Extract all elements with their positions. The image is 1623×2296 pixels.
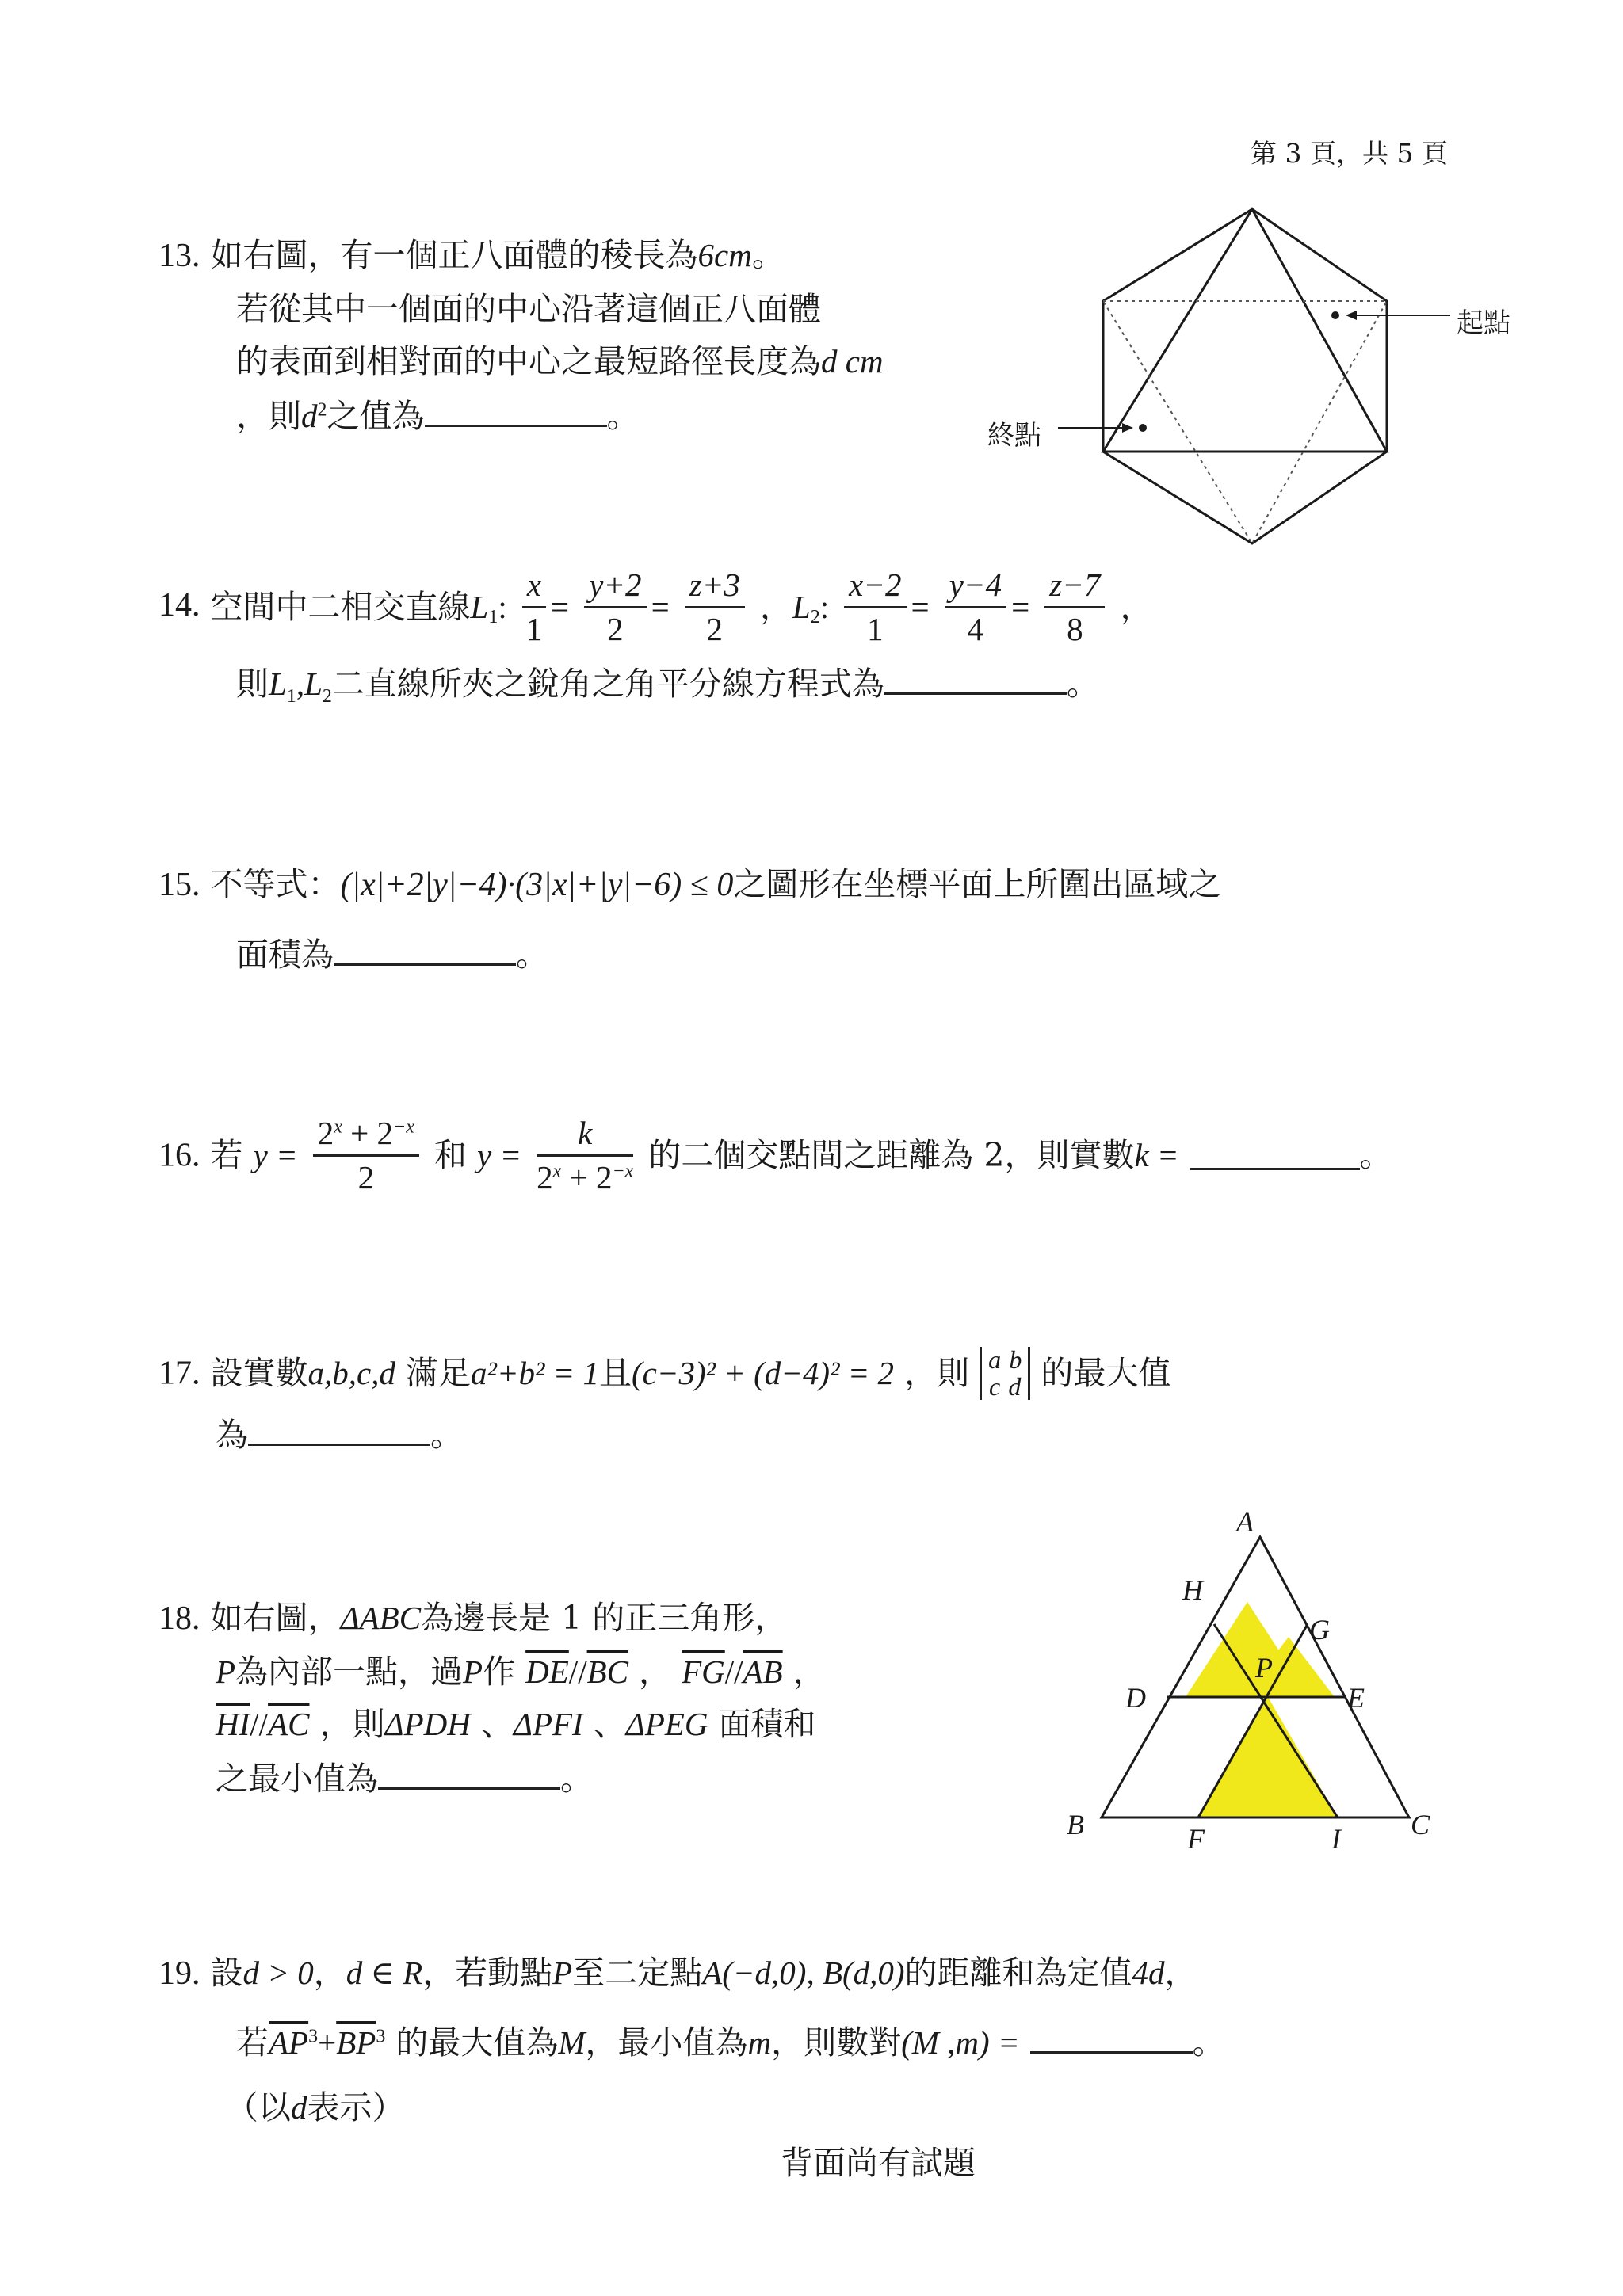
q14-frac-gx-den: 1 (867, 611, 884, 647)
q18-BC: $\overline{BC}$ (586, 1653, 628, 1690)
q14-colon1: : (498, 589, 507, 625)
q13-text4b: 之值為 (327, 397, 425, 435)
q14-frac-x-num: x (522, 569, 546, 608)
q19-end2: 。 (1192, 2023, 1225, 2061)
q19-pair: (M ,m) = (901, 2024, 1020, 2061)
q16-number: 16. (158, 1137, 200, 1174)
q18-number: 18. (158, 1600, 200, 1637)
q14-answer-blank[interactable] (884, 666, 1067, 695)
q14-end-comma: ， (1120, 588, 1153, 626)
q16-frac2-den (537, 1157, 633, 1194)
q16-frac1 (313, 1117, 419, 1194)
q14-line2-L2: L (304, 666, 323, 702)
q14-eq2: = (651, 589, 670, 625)
q18-line1 (158, 1599, 788, 1637)
q14-text-a: 空間中二相交直線 (210, 588, 471, 626)
label-I: I (1331, 1823, 1341, 1855)
q18-HI: $\overline{HI}$ (216, 1706, 250, 1742)
q19-text1d: 的距離和為定值 (904, 1954, 1132, 1992)
q13-line1 (158, 236, 785, 274)
q19-comma: ， (313, 1954, 346, 1992)
q19-c2: d ∈ R (346, 1955, 423, 1991)
q14-line2-L1-sub: 1 (286, 686, 296, 707)
label-H: H (1182, 1574, 1203, 1606)
label-D: D (1125, 1682, 1146, 1714)
q16-f1-exp-b: −x (393, 1116, 414, 1138)
q19-ruo: 若 (236, 2023, 269, 2061)
q19-answer-blank[interactable] (1030, 2024, 1193, 2054)
q14-frac-z-num: z+3 (685, 569, 745, 608)
q19-AP: $\overline{AP}$ (269, 2024, 309, 2061)
q17-vars: a,b,c,d (307, 1355, 395, 1392)
q13-line4 (236, 398, 640, 433)
q18-t3: ΔPEG (625, 1706, 708, 1742)
q16-frac2 (537, 1117, 633, 1194)
q18-par2: // (724, 1653, 743, 1690)
q16-frac1-den: 2 (357, 1159, 375, 1196)
q18-comma2: ， (792, 1653, 826, 1691)
q17-number: 17. (158, 1355, 200, 1392)
q18-text3b: 面積和 (718, 1705, 816, 1743)
label-start-point: 起點 (1457, 307, 1510, 339)
q14-eq4: = (1011, 589, 1030, 625)
q18-DE: $\overline{DE}$ (525, 1653, 569, 1690)
q18-text3a: ，則 (319, 1705, 385, 1743)
q19-text3b: 表示） (307, 2088, 405, 2126)
q16-f1-base-a: 2 (317, 1115, 334, 1151)
label-A: A (1236, 1506, 1254, 1538)
q18-line2 (216, 1653, 826, 1691)
q14-L1-sub: 1 (488, 607, 498, 628)
q14-frac-gy (945, 566, 1006, 647)
q18-comma1: ， (639, 1653, 672, 1691)
q16-he: 和 (433, 1136, 467, 1174)
q13-sq: 2 (317, 399, 327, 421)
q14-frac-gx (844, 566, 906, 647)
q19-line3 (226, 2088, 405, 2126)
q19-line2 (236, 2024, 1225, 2059)
q17-det-a: a (988, 1345, 1002, 1374)
q16-frac1-num (313, 1117, 419, 1157)
q19-M: M (558, 2024, 586, 2061)
octahedron-back-face (1103, 301, 1387, 543)
q14-colon2: : (819, 589, 830, 625)
q18-line3 (216, 1705, 816, 1743)
q14-line2-L1: L (269, 666, 287, 702)
q14-frac-gz (1044, 566, 1105, 647)
q14-frac-gy-den: 4 (967, 611, 984, 647)
q13-edge: 6cm (697, 237, 752, 273)
q17-text-c: ，則 (904, 1354, 970, 1393)
q13-text3: 的表面到相對面的中心之最短路徑長度為 (236, 342, 821, 380)
q17-determinant (980, 1347, 1030, 1400)
label-E: E (1347, 1682, 1365, 1714)
q18-answer-blank[interactable] (378, 1760, 560, 1790)
q19-line1 (158, 1954, 1197, 1992)
q14-eq1: = (551, 589, 570, 625)
q18-AB: $\overline{AB}$ (743, 1653, 783, 1690)
q19-m: m (747, 2024, 772, 2061)
q14-text2b: 二直線所夾之銳角之角平分線方程式為 (331, 665, 884, 703)
label-end-point: 終點 (987, 420, 1041, 452)
q17-text-d: 的最大值 (1041, 1354, 1171, 1393)
q19-number: 19. (158, 1955, 200, 1992)
q15-text-b: 之圖形在坐標平面上所圍出區域之 (733, 865, 1221, 903)
q14-line1 (158, 566, 1153, 647)
q17-eq2: (c−3)² + (d−4)² = 2 (631, 1355, 895, 1392)
q14-line2-L2-sub: 2 (322, 686, 332, 707)
q17-det-d: d (1008, 1371, 1022, 1401)
q14-L1: L (470, 589, 489, 625)
q14-frac-z-den: 2 (706, 611, 724, 647)
q16-text: 的二個交點間之距離為 2，則實數 (648, 1136, 1135, 1174)
q18-t1: ΔPDH (384, 1706, 471, 1742)
octahedron-figure (983, 198, 1537, 547)
q19-cube2: 3 (376, 2026, 386, 2047)
q18-end4: 。 (560, 1760, 593, 1798)
q13-end4: 。 (606, 397, 640, 435)
q17-line2 (216, 1416, 463, 1454)
q17-text-a: 設實數 (210, 1354, 308, 1393)
q14-frac-x-den: 1 (525, 611, 543, 647)
page-indicator: 第 3 頁，共 5 頁 (1251, 138, 1448, 169)
q16-ruo: 若 (210, 1136, 243, 1174)
q19-BP: $\overline{BP}$ (336, 2024, 376, 2061)
start-point-dot (1331, 311, 1339, 319)
q14-frac-y-num: y+2 (584, 569, 646, 608)
q18-text1a: 如右圖， (210, 1599, 341, 1637)
q16-f2-exp-a: x (552, 1161, 562, 1182)
q14-L2-sub: 2 (810, 607, 820, 628)
q14-number: 14. (158, 587, 200, 624)
q19-cube1: 3 (308, 2026, 319, 2047)
q14-frac-y-den: 2 (607, 611, 624, 647)
q14-frac-x (522, 566, 546, 647)
q19-text2c: ，則數對 (771, 2023, 902, 2061)
q18-t2: ΔPFI (513, 1706, 583, 1742)
q16-line (158, 1117, 1392, 1194)
q16-f2-exp-b: −x (612, 1161, 634, 1182)
q18-dun2: 、 (593, 1705, 626, 1743)
q13-text4a: ，則 (236, 397, 301, 435)
q19-text2b: ，最小值為 (585, 2023, 748, 2061)
q17-qie: 且 (598, 1354, 632, 1393)
q19-val: 4d (1132, 1955, 1165, 1991)
q16-end: 。 (1359, 1136, 1392, 1174)
q13-line2: 若從其中一個面的中心沿著這個正八面體 (236, 290, 821, 328)
q16-f2-base-a: 2 (537, 1159, 553, 1196)
label-P: P (1255, 1652, 1273, 1684)
q19-text1a: 設 (210, 1954, 243, 1992)
q19-d: d (291, 2089, 307, 2126)
q17-line1 (158, 1347, 1170, 1400)
q14-L2: L (792, 589, 811, 625)
octahedron-front-face (1103, 209, 1387, 452)
q15-answer-blank[interactable] (334, 936, 516, 966)
q14-frac-gx-num: x−2 (844, 569, 906, 608)
q14-line2-comma: , (296, 666, 305, 702)
q14-end2: 。 (1066, 665, 1099, 703)
label-G: G (1309, 1614, 1330, 1646)
q18-par1: // (568, 1653, 587, 1690)
q15-text-a: 不等式： (210, 865, 341, 903)
q16-y-eq1: y = (253, 1137, 298, 1173)
q16-frac2-num: k (537, 1117, 633, 1157)
q19-P: P (552, 1955, 573, 1991)
q19-end1: ， (1164, 1954, 1197, 1992)
q17-text2: 為 (216, 1416, 248, 1454)
q15-line2 (236, 936, 548, 974)
label-C: C (1411, 1809, 1430, 1840)
q14-frac-gz-num: z−7 (1044, 569, 1105, 608)
q19-text1b: ，若動點 (422, 1954, 553, 1992)
q17-answer-blank[interactable] (248, 1417, 430, 1446)
q18-text2a: 為內部一點，過 (235, 1653, 464, 1691)
q16-f1-base-b: + 2 (342, 1115, 394, 1151)
q16-k-eq: k = (1134, 1137, 1179, 1173)
start-arrow-head (1346, 311, 1357, 320)
q18-par3: // (250, 1706, 269, 1742)
q14-frac-y (584, 566, 646, 647)
q19-text3a: （以 (226, 2088, 291, 2126)
triangle-PFI-fill (1198, 1697, 1338, 1817)
label-F: F (1187, 1823, 1205, 1855)
end-arrow-head (1122, 423, 1133, 433)
q18-text1b: 為邊長是 1 的正三角形， (421, 1599, 788, 1637)
q15-number: 15. (158, 867, 200, 903)
q18-dun1: 、 (480, 1705, 514, 1743)
q18-tri: ΔABC (340, 1600, 422, 1636)
q19-text1c: 至二定點 (572, 1954, 703, 1992)
q13-d: d (301, 398, 318, 434)
q14-frac-z (685, 566, 745, 647)
q14-text2a: 則 (236, 665, 269, 703)
q14-frac-gy-num: y−4 (945, 569, 1006, 608)
q18-FG: $\overline{FG}$ (682, 1653, 725, 1690)
q16-answer-blank[interactable] (1190, 1141, 1360, 1170)
q18-AC: $\overline{AC}$ (268, 1706, 310, 1742)
q13-text1: 如右圖，有一個正八面體的稜長為 (210, 236, 698, 274)
q13-line3 (236, 342, 884, 380)
q13-number: 13. (158, 238, 200, 274)
q13-answer-blank[interactable] (425, 398, 607, 427)
q18-line4 (216, 1760, 593, 1798)
q17-det-c: c (989, 1371, 1001, 1401)
q19-points: A(−d,0), B(d,0) (702, 1955, 905, 1991)
q16-f2-base-b: + 2 (561, 1159, 613, 1196)
q19-c1: d > 0 (242, 1955, 314, 1991)
q17-eq1: a²+b² = 1 (471, 1355, 599, 1392)
q16-y-eq2: y = (477, 1137, 522, 1173)
q14-line2 (236, 666, 1099, 706)
q15-end2: 。 (516, 936, 548, 974)
q14-sep: ， (759, 588, 792, 626)
q16-f1-exp-a: x (334, 1116, 342, 1138)
q18-text4: 之最小值為 (216, 1760, 378, 1798)
q18-P2: P (463, 1653, 483, 1690)
q13-end1: 。 (751, 236, 785, 274)
q15-expression: (|x|+2|y|−4)·(3|x|+|y|−6) ≤ 0 (340, 867, 734, 903)
q19-text2a: 的最大值為 (395, 2023, 559, 2061)
q14-frac-gz-den: 8 (1067, 611, 1083, 647)
q18-P1: P (216, 1653, 236, 1690)
q17-text-b: 滿足 (406, 1354, 472, 1393)
q18-text2b: 作 (483, 1653, 516, 1691)
q14-eq3: = (911, 589, 930, 625)
end-point-dot (1139, 424, 1147, 432)
q19-plus: + (318, 2024, 337, 2061)
q17-det-b: b (1009, 1345, 1022, 1374)
q15-text2: 面積為 (236, 936, 334, 974)
label-B: B (1067, 1809, 1084, 1840)
q13-var-d: d cm (821, 343, 884, 379)
q15-line1 (158, 865, 1221, 903)
footer-note: 背面尚有試題 (781, 2144, 976, 2182)
q17-end2: 。 (430, 1416, 463, 1454)
